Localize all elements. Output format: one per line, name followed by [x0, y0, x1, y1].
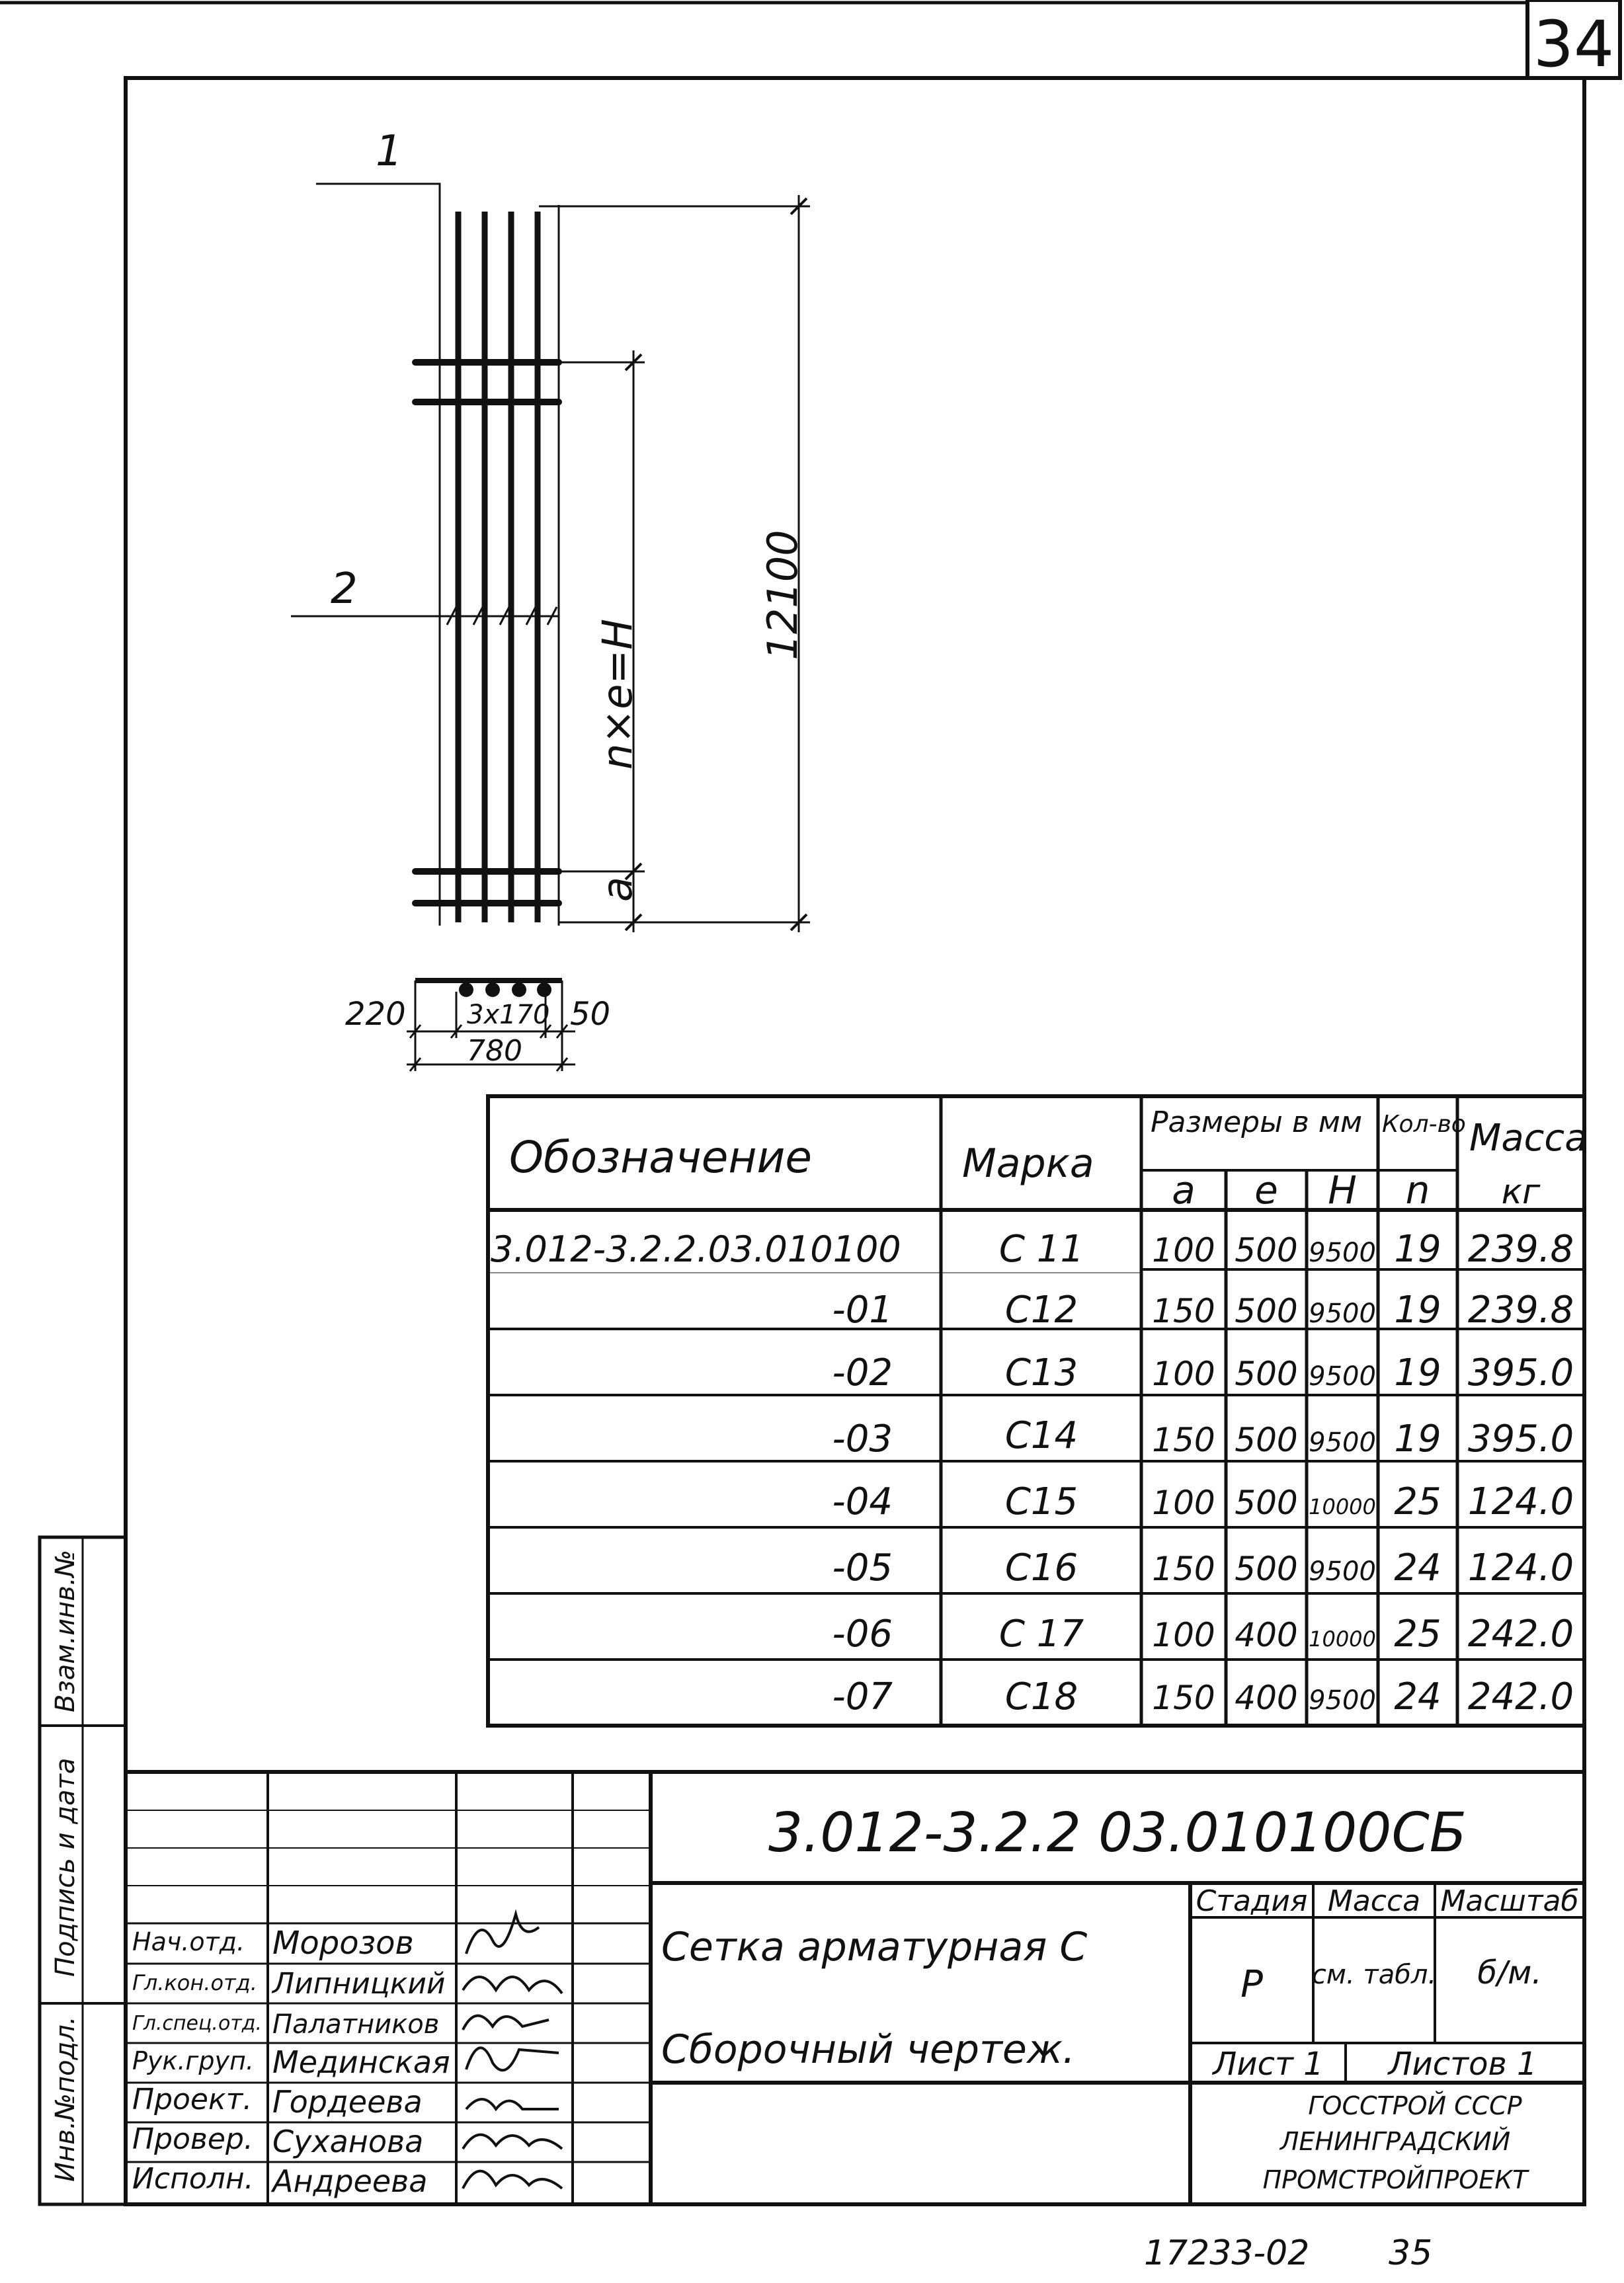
row-mass: 239.8	[1467, 1228, 1574, 1271]
row-e: 500	[1235, 1484, 1298, 1522]
role-name: Мединская	[272, 2044, 450, 2080]
section-left-dim: 220	[345, 996, 406, 1033]
role-label: Гл.кон.отд.	[132, 1970, 257, 1995]
row-a: 100	[1152, 1231, 1215, 1269]
section-spacing-dim: 3x170	[467, 1000, 550, 1030]
sheet-label: Лист 1	[1213, 2046, 1324, 2083]
row-e: 500	[1235, 1421, 1298, 1459]
row-h: 10000	[1309, 1626, 1376, 1652]
role-name: Андреева	[272, 2163, 428, 2199]
row-e: 400	[1235, 1616, 1298, 1654]
row-mass: 242.0	[1467, 1675, 1574, 1718]
scale-label: Масштаб	[1440, 1884, 1579, 1918]
header-count: Кол-во	[1382, 1111, 1466, 1138]
sub-e: e	[1254, 1168, 1278, 1213]
row-mass: 395.0	[1467, 1418, 1574, 1461]
row-n: 24	[1394, 1675, 1441, 1718]
callout-2: 2	[331, 565, 358, 614]
role-name: Палатников	[272, 2009, 440, 2040]
header-mass: Масса	[1469, 1117, 1588, 1160]
row-mark: С12	[1004, 1289, 1078, 1332]
sheet-number: 34	[1533, 7, 1615, 81]
row-n: 24	[1394, 1546, 1441, 1589]
row-e: 500	[1235, 1231, 1298, 1269]
row-designation: 3.012-3.2.2.03.010100	[491, 1228, 901, 1270]
row-mark: С14	[1004, 1414, 1078, 1457]
row-designation: -05	[832, 1546, 893, 1589]
row-e: 400	[1235, 1679, 1298, 1717]
row-mass: 242.0	[1467, 1613, 1574, 1656]
header-mark: Марка	[962, 1141, 1094, 1187]
title-line-1: Сетка арматурная С	[661, 1924, 1088, 1970]
roles-list	[132, 1925, 450, 2199]
role-name: Липницкий	[272, 1967, 446, 2001]
role-label: Нач.отд.	[132, 1927, 245, 1956]
spec-table-text	[509, 1105, 1588, 1213]
row-designation: -01	[832, 1289, 893, 1332]
mass-label: Масса	[1327, 1884, 1421, 1918]
dim-total-length: 12100	[758, 530, 807, 661]
mesh-cross-section	[345, 981, 610, 1071]
row-h: 9500	[1309, 1238, 1376, 1268]
role-label: Рук.груп.	[132, 2046, 254, 2075]
row-h: 9500	[1309, 1427, 1376, 1458]
signature-icon	[463, 2016, 549, 2030]
doc-code: 3.012-3.2.2 03.010100СБ	[768, 1802, 1467, 1864]
side-inv-sub: Инв.№подл.	[50, 2016, 81, 2182]
row-designation: -07	[832, 1675, 893, 1718]
row-h: 10000	[1309, 1494, 1376, 1519]
title-line-2: Сборочный чертеж.	[661, 2026, 1075, 2073]
row-n: 19	[1394, 1351, 1441, 1394]
sheets-label: Листов 1	[1388, 2046, 1537, 2083]
page-number: 35	[1389, 2233, 1433, 2273]
header-dims: Размеры в мм	[1151, 1105, 1363, 1139]
row-h: 9500	[1309, 1299, 1376, 1329]
sub-a: a	[1172, 1168, 1196, 1213]
row-e: 500	[1235, 1355, 1298, 1393]
row-a: 150	[1152, 1550, 1215, 1588]
row-mass: 124.0	[1467, 1546, 1574, 1589]
role-label: Провер.	[132, 2122, 253, 2156]
signature-icon	[466, 1914, 539, 1954]
row-n: 25	[1394, 1613, 1441, 1656]
section-width-dim: 780	[467, 1034, 522, 1068]
row-e: 500	[1235, 1550, 1298, 1588]
org-line-3: ПРОМСТРОЙПРОЕКТ	[1262, 2165, 1528, 2194]
role-label: Исполн.	[132, 2162, 254, 2196]
org-line-2: ЛЕНИНГРАДСКИЙ	[1279, 2127, 1511, 2156]
row-h: 9500	[1309, 1685, 1376, 1716]
side-sign-date: Подпись и дата	[50, 1757, 81, 1977]
row-a: 150	[1152, 1421, 1215, 1459]
row-n: 25	[1394, 1480, 1441, 1523]
row-mass: 239.8	[1467, 1289, 1574, 1332]
sub-h: H	[1328, 1168, 1357, 1213]
row-designation: -04	[832, 1480, 893, 1523]
row-mass: 124.0	[1467, 1480, 1574, 1523]
row-mark: С18	[1004, 1675, 1078, 1718]
dim-offset: a	[593, 877, 641, 902]
scale-value: б/м.	[1477, 1954, 1542, 1991]
row-n: 19	[1394, 1228, 1441, 1271]
row-h: 9500	[1309, 1556, 1376, 1587]
row-h: 9500	[1309, 1361, 1376, 1392]
sub-kg: кг	[1501, 1172, 1541, 1212]
row-designation: -06	[832, 1613, 893, 1656]
role-label: Гл.спец.отд.	[132, 2012, 263, 2035]
role-name: Морозов	[272, 1925, 414, 1962]
stage-label: Стадия	[1196, 1884, 1308, 1918]
org-line-1: ГОССТРОЙ СССР	[1308, 2091, 1522, 2120]
side-stamp-text	[50, 1550, 81, 2182]
side-replace-inv: Взам.инв.№	[50, 1549, 81, 1712]
signature-icon	[463, 1977, 562, 1993]
mesh-elevation	[291, 127, 810, 932]
row-a: 100	[1152, 1355, 1215, 1393]
archive-number: 17233-02	[1144, 2233, 1310, 2273]
role-name: Суханова	[272, 2124, 424, 2159]
stage-value: Р	[1240, 1963, 1263, 2006]
signature-icon	[466, 2099, 559, 2109]
role-name: Гордеева	[272, 2084, 423, 2120]
row-a: 100	[1152, 1616, 1215, 1654]
row-e: 500	[1235, 1292, 1298, 1330]
row-n: 19	[1394, 1418, 1441, 1461]
role-label: Проект.	[132, 2083, 253, 2116]
section-right-dim: 50	[570, 996, 611, 1033]
row-a: 150	[1152, 1292, 1215, 1330]
signatures	[463, 1914, 562, 2188]
signature-icon	[463, 2135, 562, 2149]
mass-value: см. табл.	[1311, 1960, 1437, 1990]
title-block-text	[661, 1802, 1579, 2194]
row-a: 100	[1152, 1484, 1215, 1522]
row-n: 19	[1394, 1289, 1441, 1332]
spec-table-rows	[491, 1228, 1574, 1718]
row-designation: -02	[832, 1351, 893, 1394]
row-mark: С16	[1004, 1546, 1078, 1589]
signature-icon	[463, 2171, 562, 2188]
dim-pitch: n×e=H	[593, 619, 641, 770]
row-mark: С 11	[998, 1228, 1084, 1271]
row-mark: С15	[1004, 1480, 1078, 1523]
row-a: 150	[1152, 1679, 1215, 1717]
signature-icon	[466, 2048, 559, 2070]
callout-1: 1	[376, 127, 403, 176]
row-mass: 395.0	[1467, 1351, 1574, 1394]
header-designation: Обозначение	[509, 1132, 812, 1183]
row-mark: С 17	[998, 1613, 1084, 1656]
row-mark: С13	[1004, 1351, 1078, 1394]
sub-n: n	[1405, 1168, 1430, 1213]
row-designation: -03	[832, 1418, 893, 1461]
